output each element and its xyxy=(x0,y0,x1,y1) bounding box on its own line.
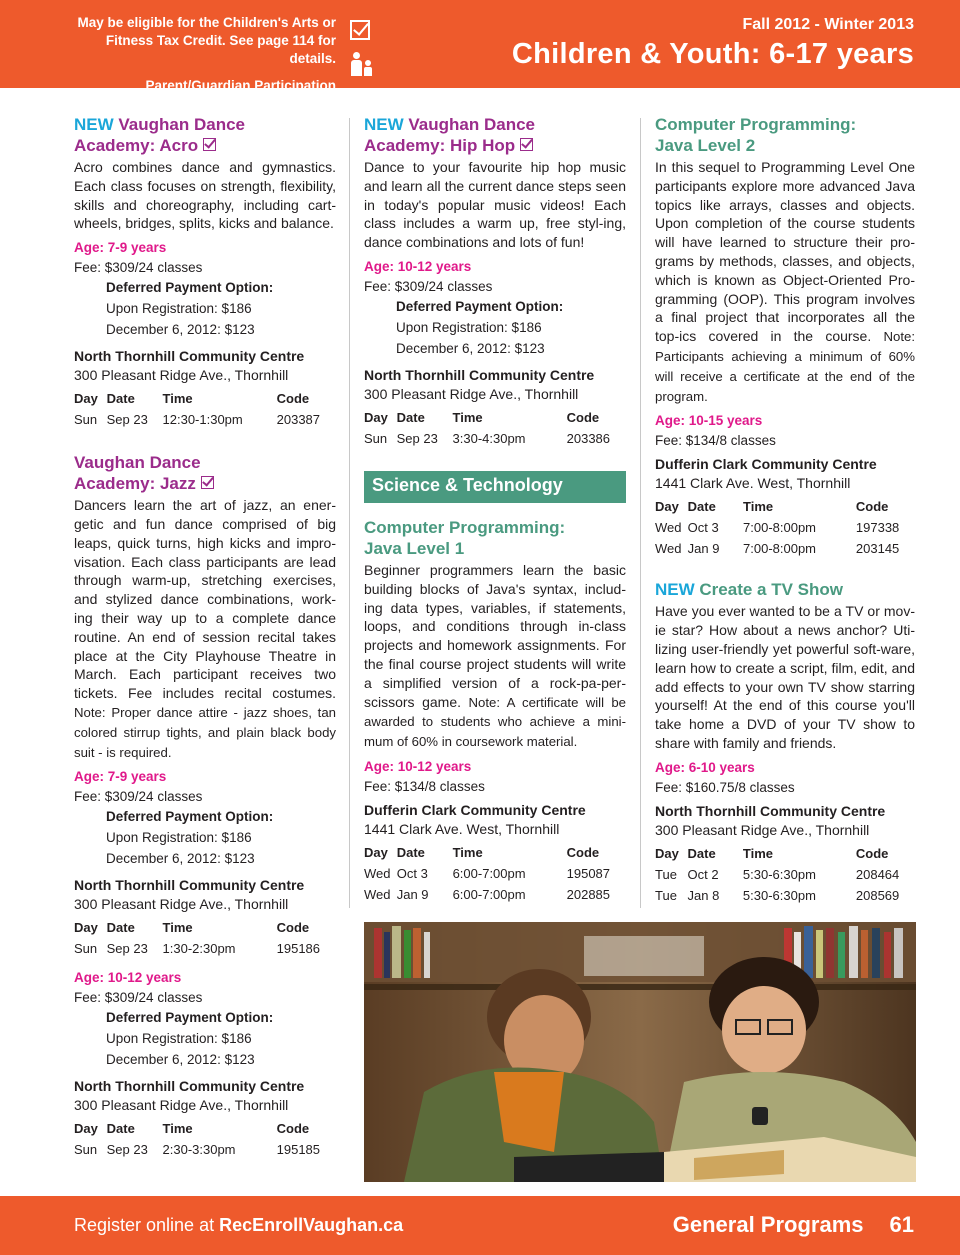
cell-day: Tue xyxy=(655,887,677,903)
age-range: Age: 10-12 years xyxy=(74,970,182,986)
description-text: Beginner programmers learn the basic building blocks of Java's syntax, includ-ing data types, variables, if statements, loops, and conditions through in-class projects and homework assignments. For the final course project students will write a simplified version of a rock-pa-per-scissors game. xyxy=(364,561,626,710)
cell-date: Sep 23 xyxy=(106,941,148,957)
column-divider xyxy=(640,118,641,908)
hdr-day: Day xyxy=(74,920,98,936)
deferred-payment xyxy=(106,1007,336,1070)
new-tag: NEW xyxy=(655,580,695,600)
cell-date: Oct 3 xyxy=(687,520,719,536)
hdr-date: Date xyxy=(106,920,135,936)
title-line-1: Vaughan Dance xyxy=(74,453,201,473)
hdr-time: Time xyxy=(742,845,774,861)
title-line-1: Vaughan Dance xyxy=(118,115,246,134)
hdr-code: Code xyxy=(276,920,310,936)
dpo-december: December 6, 2012: $123 xyxy=(106,1052,255,1068)
cell-day: Tue xyxy=(655,866,677,882)
hdr-code: Code xyxy=(566,409,600,425)
cell-time: 6:00-7:00pm xyxy=(452,865,526,881)
program-description: Dance to your favourite hip hop music and learn all the current dance steps seen in today's popular music videos! Each class includes a warm up, free styl-ing, dance combinations and lots of fun! xyxy=(364,159,626,251)
cell-date: Oct 3 xyxy=(396,865,428,881)
hdr-time: Time xyxy=(452,844,483,860)
deferred-payment xyxy=(106,277,336,340)
dpo-upon: Upon Registration: $186 xyxy=(106,301,252,317)
fee: Fee: $309/24 classes xyxy=(74,789,203,805)
location-address: 300 Pleasant Ridge Ave., Thornhill xyxy=(655,821,870,838)
age-range: Age: 7-9 years xyxy=(74,769,167,785)
age-range: Age: 10-12 years xyxy=(364,258,472,274)
hdr-day: Day xyxy=(655,845,679,861)
cell-date: Sep 23 xyxy=(106,412,148,428)
title-line-1: Create a TV Show xyxy=(699,580,844,600)
table-row xyxy=(74,409,336,430)
cell-time: 3:30-4:30pm xyxy=(452,430,526,446)
location-address: 300 Pleasant Ridge Ave., Thornhill xyxy=(74,367,289,384)
check-box-icon xyxy=(520,138,533,151)
table-row xyxy=(364,884,626,905)
cell-time: 5:30-6:30pm xyxy=(742,866,816,882)
season-label: Fall 2012 - Winter 2013 xyxy=(742,16,914,33)
schedule-table xyxy=(655,843,915,906)
cell-day: Sun xyxy=(364,430,388,446)
cell-date: Jan 9 xyxy=(396,886,429,902)
schedule-table xyxy=(74,388,336,430)
cell-code: 208569 xyxy=(855,887,900,903)
cell-day: Wed xyxy=(655,520,682,536)
column-divider xyxy=(349,118,350,908)
hdr-day: Day xyxy=(364,844,388,860)
deferred-payment xyxy=(396,296,626,359)
program-title xyxy=(364,517,626,559)
title-line-1: Computer Programming: xyxy=(655,115,857,134)
location-name: Dufferin Clark Community Centre xyxy=(655,456,877,473)
column-3 xyxy=(655,114,915,906)
title-line-2: Academy: Jazz xyxy=(74,474,196,494)
tax-credit-line-2: Fitness Tax Credit. See page 114 for details. xyxy=(105,33,336,66)
title-line-2: Java Level 2 xyxy=(655,136,756,155)
cell-code: 195087 xyxy=(566,865,611,881)
program-java-2 xyxy=(655,114,915,559)
title-line-1: Vaughan Dance xyxy=(408,115,536,134)
location-name: North Thornhill Community Centre xyxy=(74,1078,305,1095)
column-2 xyxy=(364,114,626,905)
cell-time: 2:30-3:30pm xyxy=(162,1142,236,1158)
cell-date: Jan 9 xyxy=(687,541,720,557)
location-address: 300 Pleasant Ridge Ave., Thornhill xyxy=(74,1097,289,1114)
description-text: Dancers learn the art of jazz, an ener-getic and fun dance comprised of big leaps, quick turns, high kicks and impro-visation. Each class participants are lead through warm-up, stretching exercises, and stylized dance combinations, work-ing their way up to a complete dance routine. An end of session recital takes place at the City Playhouse Theatre in March. Each participant receives two tickets. Fee includes recital costumes. xyxy=(74,497,336,702)
cell-time: 7:00-8:00pm xyxy=(743,520,817,536)
register-prefix: Register online at xyxy=(74,1215,220,1235)
age-range: Age: 10-12 years xyxy=(364,758,472,774)
fee: Fee: $309/24 classes xyxy=(74,990,203,1006)
program-java-1 xyxy=(364,517,626,905)
photo-illustration xyxy=(364,922,916,1182)
location-address: 300 Pleasant Ridge Ave., Thornhill xyxy=(74,896,289,913)
age-range: Age: 6-10 years xyxy=(655,759,755,775)
program-title xyxy=(655,579,915,600)
hdr-day: Day xyxy=(74,391,98,407)
age-range: Age: 7-9 years xyxy=(74,240,167,256)
location-name: Dufferin Clark Community Centre xyxy=(364,801,586,818)
schedule-table xyxy=(655,496,915,559)
title-line-2: Academy: Hip Hop xyxy=(364,136,516,155)
deferred-payment xyxy=(106,806,336,869)
register-link[interactable]: RecEnrollVaughan.ca xyxy=(219,1215,404,1235)
table-row xyxy=(74,938,336,959)
schedule-table xyxy=(364,407,626,449)
program-description: Acro combines dance and gymnastics. Each class focuses on strength, flexibility, skills and choreography, including cart-wheels, bridges, splits, kicks and balance. xyxy=(74,159,336,232)
cell-code: 195185 xyxy=(276,1142,321,1158)
dpo-heading: Deferred Payment Option: xyxy=(396,298,564,314)
location-name: North Thornhill Community Centre xyxy=(74,348,305,365)
cell-code: 202885 xyxy=(566,886,611,902)
dpo-december: December 6, 2012: $123 xyxy=(106,851,255,867)
table-row xyxy=(364,863,626,884)
dpo-december: December 6, 2012: $123 xyxy=(396,340,545,356)
check-box-icon xyxy=(201,476,214,489)
hdr-time: Time xyxy=(452,409,483,425)
cell-date: Sep 23 xyxy=(396,430,438,446)
location-address: 1441 Clark Ave. West, Thornhill xyxy=(655,475,851,492)
page-number: 61 xyxy=(889,1212,914,1237)
family-icon xyxy=(350,52,374,76)
hdr-time: Time xyxy=(162,391,193,407)
program-description xyxy=(364,561,626,752)
cell-time: 1:30-2:30pm xyxy=(162,941,236,957)
fee: Fee: $134/8 classes xyxy=(655,433,776,449)
tax-credit-notice xyxy=(60,14,336,95)
location-name: North Thornhill Community Centre xyxy=(364,366,595,383)
program-tv-show xyxy=(655,579,915,905)
fee: Fee: $309/24 classes xyxy=(74,260,203,276)
fee: Fee: $134/8 classes xyxy=(364,778,485,794)
program-title xyxy=(74,452,336,494)
cell-time: 7:00-8:00pm xyxy=(743,541,817,557)
tax-credit-line-1: May be eligible for the Children's Arts or xyxy=(77,15,336,30)
dpo-heading: Deferred Payment Option: xyxy=(106,809,274,825)
table-row xyxy=(364,428,626,449)
hdr-date: Date xyxy=(106,1121,135,1137)
title-line-1: Computer Programming: xyxy=(364,517,566,537)
hdr-time: Time xyxy=(162,1121,193,1137)
table-row xyxy=(655,517,915,538)
hdr-day: Day xyxy=(655,499,679,515)
cell-day: Sun xyxy=(74,941,98,957)
schedule-table xyxy=(364,842,626,905)
section-name: General Programs xyxy=(672,1212,864,1237)
section-heading: Science & Technology xyxy=(364,471,626,503)
cell-day: Wed xyxy=(364,865,391,881)
page-header xyxy=(0,0,960,93)
table-row xyxy=(655,538,915,559)
cell-date: Jan 8 xyxy=(687,887,720,903)
description-note: Note: Participants achieving a minimum of 60% will receive a certificate at the end of the program. xyxy=(655,329,915,404)
table-row xyxy=(74,1139,336,1160)
cell-code: 195186 xyxy=(276,941,321,957)
title-line-2: Java Level 1 xyxy=(364,538,465,558)
cell-code: 203145 xyxy=(855,541,900,557)
hdr-time: Time xyxy=(743,499,774,515)
location-address: 300 Pleasant Ridge Ave., Thornhill xyxy=(364,385,579,402)
table-row xyxy=(655,885,915,906)
description-note: Note: A certificate will be awarded to students who achieve a mini-mum of 60% in coursework material. xyxy=(364,694,627,750)
program-title xyxy=(74,114,336,156)
hdr-code: Code xyxy=(855,845,889,861)
hdr-code: Code xyxy=(276,391,310,407)
hdr-date: Date xyxy=(687,499,716,515)
hdr-day: Day xyxy=(74,1121,98,1137)
new-tag: NEW xyxy=(74,115,114,134)
dpo-upon: Upon Registration: $186 xyxy=(106,1031,252,1047)
page-footer xyxy=(0,1196,960,1255)
program-description xyxy=(74,496,336,762)
description-text: In this sequel to Programming Level One participants explore more advanced Java topics like arrays, classes and objects. Upon completion of the course students will have learned to structure their pro-grams by methods, classes, and objects, which is known as Object-Oriented Pro-gramming (OOP). This program involves a final project that incorporates all the top-ics covered in the course. xyxy=(655,159,915,345)
cell-date: Sep 23 xyxy=(106,1142,148,1158)
footer-section xyxy=(673,1212,914,1238)
cell-time: 6:00-7:00pm xyxy=(452,886,526,902)
hdr-date: Date xyxy=(396,409,425,425)
schedule-table xyxy=(74,917,336,959)
title-line-2: Academy: Acro xyxy=(74,136,199,155)
page-title: Children & Youth: 6-17 years xyxy=(511,38,914,70)
program-hiphop xyxy=(364,114,626,449)
hdr-date: Date xyxy=(687,845,716,861)
dpo-heading: Deferred Payment Option: xyxy=(106,1010,274,1026)
program-acro xyxy=(74,114,336,430)
hdr-date: Date xyxy=(106,391,135,407)
cell-code: 203387 xyxy=(276,412,321,428)
check-box-icon xyxy=(203,138,216,151)
age-range: Age: 10-15 years xyxy=(655,413,763,429)
dpo-heading: Deferred Payment Option: xyxy=(106,280,274,296)
cell-time: 12:30-1:30pm xyxy=(162,412,243,428)
program-title xyxy=(655,114,915,156)
location-name: North Thornhill Community Centre xyxy=(74,877,305,894)
legend-icons xyxy=(350,20,376,76)
dpo-december: December 6, 2012: $123 xyxy=(106,322,255,338)
table-row xyxy=(655,864,915,885)
hdr-code: Code xyxy=(276,1121,310,1137)
program-description: Have you ever wanted to be a TV or mov-ie star? How about a news anchor? Uti-lizing user-friendly yet powerful soft-ware, learn how to create a script, film, edit, and add effects to your own TV show starring yourself! At the end of this course you'll take home a DVD of your TV show to share with family and friends. xyxy=(655,603,915,751)
new-tag: NEW xyxy=(364,115,404,134)
hdr-code: Code xyxy=(566,844,600,860)
cell-day: Sun xyxy=(74,1142,98,1158)
column-1 xyxy=(74,114,336,1160)
dpo-upon: Upon Registration: $186 xyxy=(106,830,252,846)
description-note: Note: Proper dance attire - jazz shoes, tan colored stirrup tights, and plain black body suit - is required. xyxy=(74,704,336,760)
hdr-time: Time xyxy=(162,920,193,936)
cell-time: 5:30-6:30pm xyxy=(742,887,816,903)
cell-day: Wed xyxy=(364,886,391,902)
parent-participation-label: Parent/Guardian Participation xyxy=(145,78,336,93)
location-address: 1441 Clark Ave. West, Thornhill xyxy=(364,820,560,837)
photo-two-boys-reading xyxy=(364,922,916,1182)
hdr-date: Date xyxy=(396,844,425,860)
dpo-upon: Upon Registration: $186 xyxy=(396,319,542,335)
schedule-table xyxy=(74,1118,336,1160)
cell-day: Wed xyxy=(655,541,682,557)
cell-code: 197338 xyxy=(855,520,900,536)
location-name: North Thornhill Community Centre xyxy=(655,802,886,819)
hdr-code: Code xyxy=(855,499,889,515)
fee: Fee: $309/24 classes xyxy=(364,278,493,294)
register-line xyxy=(74,1215,403,1236)
hdr-day: Day xyxy=(364,409,388,425)
program-jazz xyxy=(74,452,336,1160)
fee: Fee: $160.75/8 classes xyxy=(655,779,795,795)
program-title xyxy=(364,114,626,156)
cell-code: 208464 xyxy=(855,866,900,882)
program-description xyxy=(655,158,915,406)
cell-code: 203386 xyxy=(566,430,611,446)
cell-day: Sun xyxy=(74,412,98,428)
cell-date: Oct 2 xyxy=(687,866,719,882)
check-box-icon xyxy=(350,20,370,40)
